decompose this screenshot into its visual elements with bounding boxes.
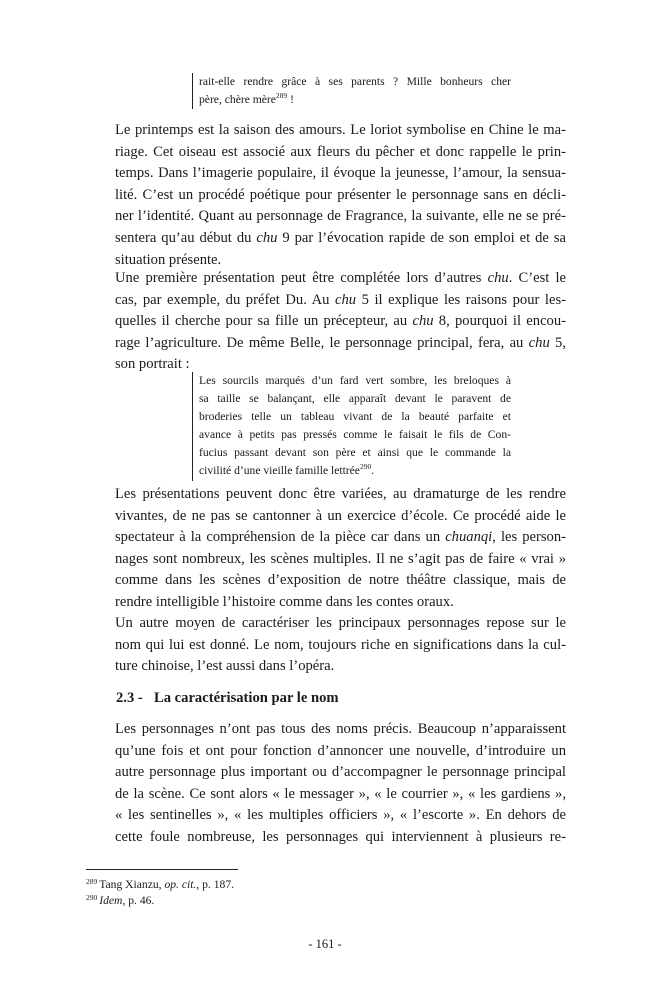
text-line: qu’une fois et ont pour fonction d’annoncer une nouvelle, d’introduire un	[115, 742, 566, 759]
text-line: Les personnages n’ont pas tous des noms précis. Beaucoup n’apparaissent	[115, 721, 566, 737]
text-line: Un autre moyen de caractériser les principaux personnages repose sur le	[115, 615, 566, 631]
text-line: son portrait :	[115, 356, 190, 373]
paragraph-5	[115, 719, 566, 849]
text-line: nages sont nombreux, les scènes multiples. Il ne s’agit pas de faire « vrai »	[115, 550, 566, 567]
text-line: Les présentations peuvent donc être variées, au dramaturge de les rendre	[115, 486, 566, 502]
text-line: vivantes, de ne pas se cantonner à un exercice d’école. Ce procédé aide le	[115, 507, 566, 524]
text-line: « les sentinelles », « les multiples officiers », « l’escorte ». En dehors de	[115, 807, 566, 824]
quote-line: Les sourcils marqués d’un fard vert sombre, les breloques à	[199, 374, 511, 387]
quote-line: sa taille se balançant, elle apparaît devant le paravent de	[199, 392, 511, 406]
text-line: Le printemps est la saison des amours. Le loriot symbolise en Chine le ma-	[115, 122, 566, 138]
footnote-289: $^{289}$ Tang Xianzu, op. cit., p. 187.	[86, 877, 235, 891]
text-line: ner l’identité. Quant au personnage de Fragrance, la suivante, elle ne se pré-	[115, 208, 566, 225]
text-line: spectateur à la compréhension de la pièce car dans un chuanqi, les person-	[115, 529, 566, 546]
text-line: sentera qu’au début du chu 9 par l’évocation rapide de son emploi et de sa	[115, 229, 566, 246]
paragraph-3	[115, 484, 566, 614]
quote-line: civilité d’une vieille famille lettrée$^{290}$.	[199, 462, 375, 478]
text-line: comme dans les scènes d’exposition de notre théâtre classique, mais de	[115, 572, 566, 589]
paragraph-4	[115, 613, 566, 678]
footnote-separator	[86, 869, 238, 870]
section-heading	[116, 688, 339, 708]
text-line: rendre intelligible l’histoire comme dans les contes oraux.	[115, 593, 454, 610]
text-line: cette foule nombreuse, les personnages qui interviennent à plusieurs re-	[115, 828, 566, 845]
footnote-number: 290	[86, 893, 98, 902]
block-quote-2	[192, 372, 511, 481]
text-line: situation présente.	[115, 251, 222, 268]
text-line: de la scène. Ce sont alors « le messager », « le courrier », « les gardiens »,	[115, 785, 566, 802]
text-line: cas, par exemple, du préfet Du. Au chu 5 il explique les raisons pour les-	[115, 291, 567, 308]
block-quote-1	[192, 73, 511, 109]
text-line: Une première présentation peut être complétée lors d’autres chu. C’est le	[115, 270, 566, 286]
quote-line: rait-elle rendre grâce à ses parents ? Mille bonheurs cher	[199, 75, 511, 88]
text-line: nom qui lui est donné. Le nom, toujours riche en significations dans la cul-	[115, 636, 566, 653]
footnote-ref-289[interactable]: 289	[275, 91, 288, 101]
text-line: ture chinoise, l’est aussi dans l’opéra.	[115, 658, 335, 675]
section-title: La caractérisation par le nom	[154, 690, 339, 706]
quote-line: père, chère mère$^{289}$ !	[199, 91, 294, 107]
section-number: 2.3 -	[116, 690, 143, 706]
text-line: temps. Dans l’imagerie populaire, il évoque la jeunesse, l’amour, la sensua-	[115, 165, 566, 182]
quote-line: avance à petits pas pressés comme le faisait le fils de Con-	[199, 428, 511, 442]
text-line: autre personnage plus important ou d’accompagner le personnage principal	[115, 764, 566, 781]
quote-line: broderies telle un tableau vivant de la beauté parfaite et	[199, 410, 511, 424]
text-line: rage l’agriculture. De même Belle, le personnage principal, fera, au chu 5,	[115, 334, 567, 351]
text-line: quelles il cherche pour sa fille un précepteur, au chu 8, pourquoi il encou-	[115, 313, 566, 330]
paragraph-2	[115, 268, 566, 376]
paragraph-1	[115, 120, 566, 271]
page-number: - 161 -	[308, 937, 342, 951]
quote-line: fucius passant devant son père et ainsi que le commande la	[199, 446, 511, 460]
text-line: lité. C’est un procédé poétique pour présenter le personnage sans en décli-	[115, 186, 566, 203]
footnote-290: $^{290}$ Idem, p. 46.	[86, 893, 155, 907]
footnote-ref-290[interactable]: 290	[359, 462, 372, 472]
text-line: riage. Cet oiseau est associé aux fleurs du pêcher et donc rappelle le prin-	[115, 143, 566, 160]
footnote-number: 289	[86, 877, 98, 886]
